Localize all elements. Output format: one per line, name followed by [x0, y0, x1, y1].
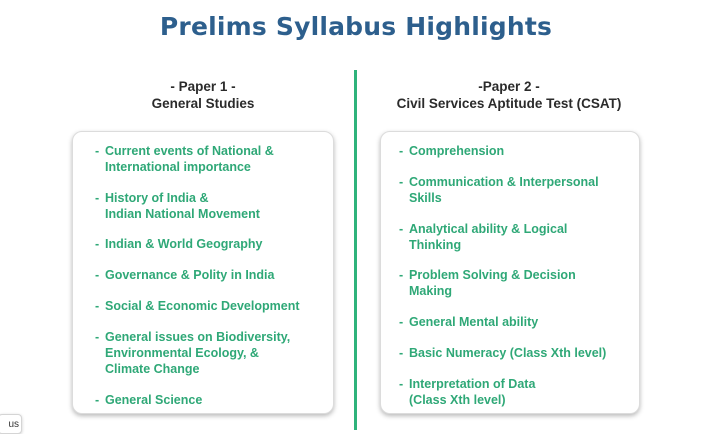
syllabus-item-text: Environmental Ecology, &	[105, 346, 259, 360]
syllabus-item-text: Indian & World Geography	[105, 237, 263, 251]
syllabus-item-text: Basic Numeracy (Class Xth level)	[409, 346, 607, 360]
bullet-dash: -	[95, 191, 100, 205]
column-divider	[354, 70, 357, 430]
bullet-dash: -	[95, 330, 100, 344]
syllabus-item-text: Governance & Polity in India	[105, 268, 275, 282]
syllabus-item-text: History of India &	[105, 191, 209, 205]
bullet-dash: -	[399, 315, 404, 329]
bullet-dash: -	[399, 222, 404, 236]
syllabus-item	[399, 221, 567, 253]
bullet-dash: -	[95, 268, 100, 282]
bullet-dash: -	[399, 377, 404, 391]
syllabus-item-text: Skills	[409, 191, 442, 205]
bullet-dash: -	[95, 144, 100, 158]
bullet-dash: -	[95, 299, 100, 313]
syllabus-item	[399, 345, 606, 361]
syllabus-item-text: Making	[409, 284, 453, 298]
paper2-heading	[360, 78, 658, 112]
syllabus-item-text: General Science	[105, 393, 203, 407]
paper1-card	[72, 131, 334, 414]
syllabus-item-text: Interpretation of Data	[409, 377, 536, 391]
paper1-heading	[72, 78, 334, 112]
syllabus-item-text: Communication & Interpersonal	[409, 175, 599, 189]
syllabus-item-text: Current events of National &	[105, 144, 274, 158]
bullet-dash: -	[399, 268, 404, 282]
syllabus-item	[95, 267, 274, 283]
syllabus-item	[399, 376, 535, 408]
syllabus-item-text: Indian National Movement	[105, 207, 260, 221]
bullet-dash: -	[95, 393, 100, 407]
syllabus-item-text: Thinking	[409, 238, 462, 252]
syllabus-item	[95, 143, 274, 175]
syllabus-item	[399, 143, 504, 159]
syllabus-item	[399, 174, 599, 206]
paper1-heading-line1: - Paper 1 -	[170, 79, 236, 94]
syllabus-item-text: Comprehension	[409, 144, 505, 158]
syllabus-item-text: Social & Economic Development	[105, 299, 300, 313]
syllabus-item	[95, 392, 202, 408]
syllabus-item	[95, 329, 290, 377]
syllabus-item-text: International importance	[105, 160, 251, 174]
syllabus-item-text: Climate Change	[105, 362, 200, 376]
syllabus-item-text: General issues on Biodiversity,	[105, 330, 291, 344]
syllabus-item-text: Analytical ability & Logical	[409, 222, 568, 236]
bullet-dash: -	[95, 237, 100, 251]
syllabus-item	[399, 314, 538, 330]
syllabus-item-text: Problem Solving & Decision	[409, 268, 576, 282]
syllabus-item-text: General Mental ability	[409, 315, 539, 329]
corner-tab[interactable]: us	[0, 414, 22, 434]
bullet-dash: -	[399, 346, 404, 360]
syllabus-item	[95, 190, 260, 222]
syllabus-item-text: (Class Xth level)	[409, 393, 506, 407]
syllabus-item	[399, 267, 576, 299]
syllabus-item	[95, 236, 262, 252]
bullet-dash: -	[399, 144, 404, 158]
bullet-dash: -	[399, 175, 404, 189]
page-title: Prelims Syllabus Highlights	[159, 12, 553, 41]
paper2-heading-line1: -Paper 2 -	[478, 79, 540, 94]
syllabus-item	[95, 298, 300, 314]
paper2-heading-line2: Civil Services Aptitude Test (CSAT)	[396, 96, 622, 111]
paper1-heading-line2: General Studies	[151, 96, 255, 111]
paper2-card	[380, 131, 640, 414]
